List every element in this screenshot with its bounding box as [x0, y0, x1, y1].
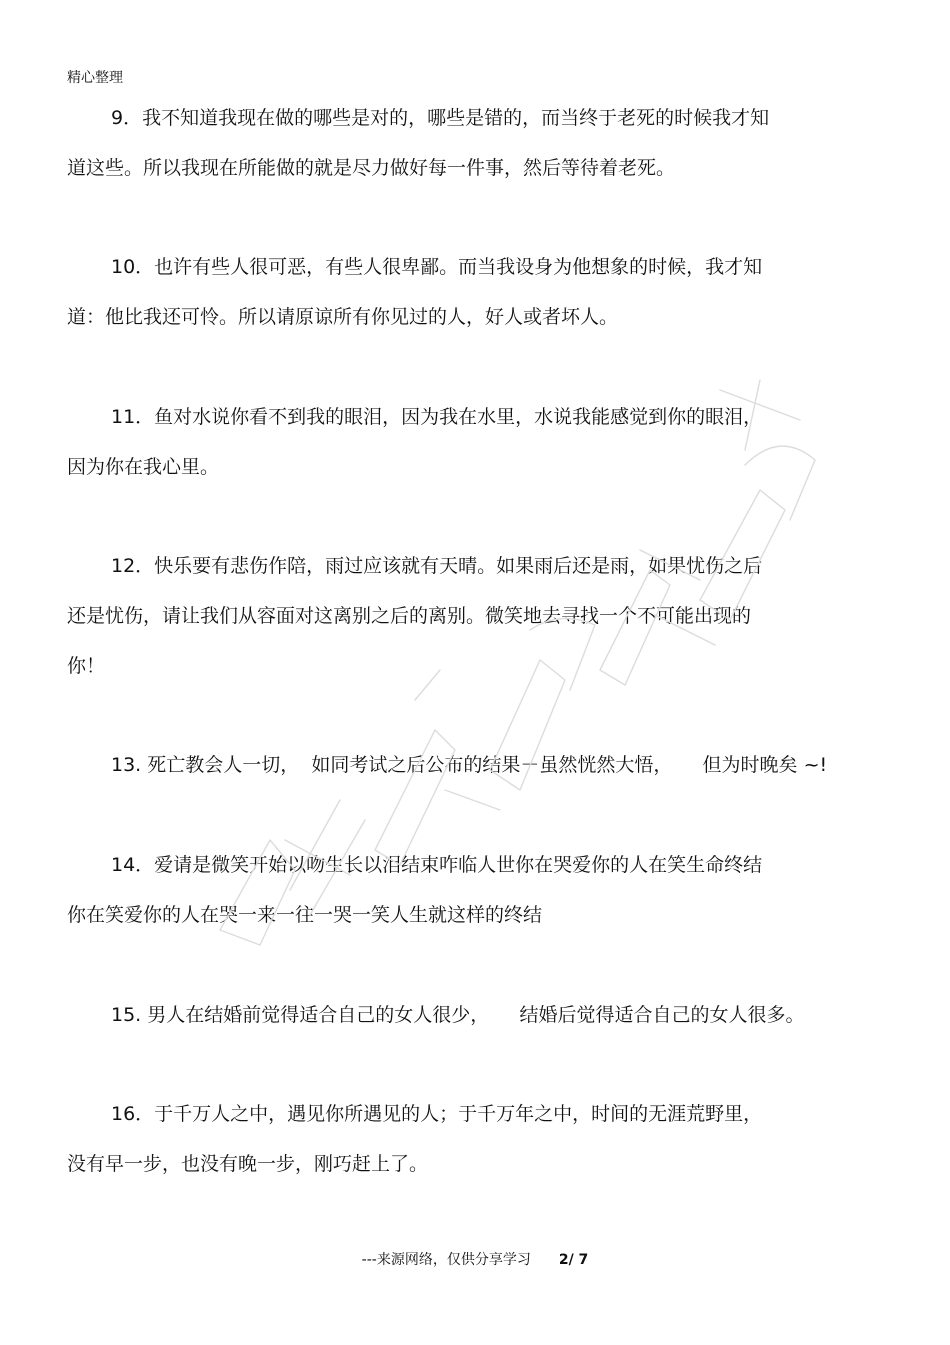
paragraph-line: 道：他比我还可怜。所以请原谅所有你见过的人，好人或者坏人。: [67, 306, 619, 328]
paragraph: [67, 990, 867, 1040]
paragraph-line: 11．鱼对水说你看不到我的眼泪，因为我在水里，水说我能感觉到你的眼泪，: [111, 406, 763, 428]
paragraph: [67, 541, 867, 691]
paragraph: [67, 1089, 867, 1189]
paragraph: [67, 392, 867, 492]
paragraph: [67, 93, 867, 193]
page-header: 精心整理: [67, 70, 123, 86]
paragraph-line: 你！: [67, 655, 106, 677]
paragraph-line: 16．于千万人之中，遇见你所遇见的人；于千万年之中，时间的无涯荒野里，: [111, 1103, 763, 1125]
paragraph: [67, 740, 867, 790]
page-footer: [0, 1250, 950, 1270]
paragraph-line: 道这些。所以我现在所能做的就是尽力做好每一件事，然后等待着老死。: [67, 157, 676, 179]
paragraph-line: 没有早一步，也没有晚一步，刚巧赶上了。: [67, 1153, 429, 1175]
paragraph: [67, 242, 867, 342]
paragraph-line: 9．我不知道我现在做的哪些是对的，哪些是错的，而当终于老死的时候我才知: [111, 107, 770, 129]
paragraph-line: 因为你在我心里。: [67, 456, 220, 478]
paragraph-line: 13. 死亡教会人一切， 如同考试之后公布的结果－虽然恍然大悟， 但为时晚矣 ~!: [111, 754, 828, 776]
paragraph-line: 12．快乐要有悲伤作陪，雨过应该就有天晴。如果雨后还是雨，如果忧伤之后: [111, 555, 763, 577]
paragraph: [67, 840, 867, 940]
paragraph-line: 还是忧伤，请让我们从容面对这离别之后的离别。微笑地去寻找一个不可能出现的: [67, 605, 752, 627]
paragraph-line: 10．也许有些人很可恶，有些人很卑鄙。而当我设身为他想象的时候，我才知: [111, 256, 763, 278]
paragraph-line: 14．爱请是微笑开始以吻生长以泪结束咋临人世你在哭爱你的人在笑生命终结: [111, 854, 763, 876]
footer-source: ---来源网络，仅供分享学习: [361, 1252, 531, 1268]
paragraph-line: 15. 男人在结婚前觉得适合自己的女人很少， 结婚后觉得适合自己的女人很多。: [111, 1004, 805, 1026]
page-number: 2/ 7: [558, 1252, 589, 1268]
paragraph-line: 你在笑爱你的人在哭一来一往一哭一笑人生就这样的终结: [67, 904, 543, 926]
